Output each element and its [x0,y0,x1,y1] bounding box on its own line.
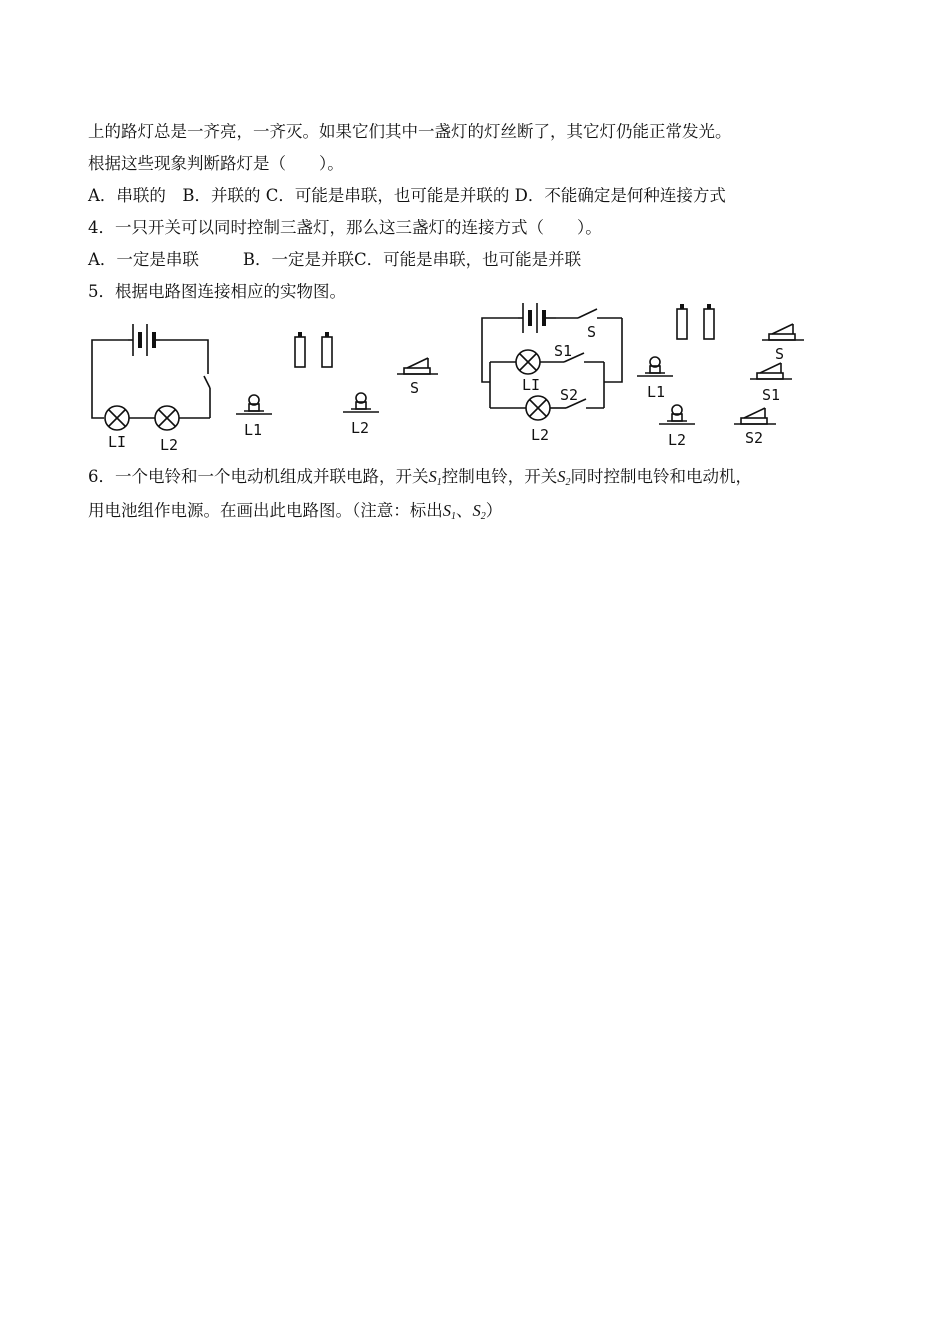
text-line-2: 根据这些现象判断路灯是（ ）。 [88,154,344,173]
component-bulb-l1-2 [637,357,673,401]
label-s: S [587,323,597,341]
q6-text-h: ） [485,501,503,520]
component-switch-s-2 [762,324,804,363]
option-bc: B．一定是并联C．可能是串联，也可能是并联 [242,250,582,269]
lamp-l2-symbol-2 [526,396,550,420]
part-label-s1: S1 [762,386,781,404]
label-l2: L2 [160,436,179,450]
question-5: 5．根据电路图连接相应的实物图。 [88,282,346,301]
q6-text-c: 同时控制电铃和电动机， [570,467,752,486]
q6-s2-sub: 2 [565,477,571,488]
question-4-options [88,249,581,271]
option-a: A．一定是串联 [88,250,199,269]
q6-s1-letter: S [428,467,437,486]
component-bulb-l2-2 [659,405,695,449]
q6-note-s2 [473,501,486,520]
q6-text-d: 用电池组作电源。在画出此电路图。（注意：标出 [88,501,443,520]
component-bulb-l2 [343,393,379,437]
part-label-l1-2: L1 [647,383,666,401]
part-label-l1: L1 [244,421,263,439]
schematic-series-circuit [92,324,210,450]
q6-note-s1 [443,501,456,520]
component-batteries-2 [677,304,714,339]
q6-symbol-s2 [557,467,570,486]
label-l1-2: LI [522,376,541,394]
q6-note-s2-sub: 2 [480,511,486,522]
component-switch-s1 [750,363,792,404]
lamp-l1-symbol [105,406,129,430]
q6-text-b: 控制电铃，开关 [441,467,558,486]
q6-s2-letter: S [557,467,566,486]
switch-s-symbol [578,309,622,318]
part-label-s: S [410,379,420,397]
q6-s1-sub: 1 [436,477,442,488]
circuit-figure [0,300,950,450]
part-label-s-2: S [775,345,785,363]
lamp-l2-symbol [155,406,179,430]
battery-symbol [128,324,160,356]
schematic-parallel-circuit [482,303,622,444]
text-line-1: 上的路灯总是一齐亮，一齐灭。如果它们其中一盏灯的灯丝断了，其它灯仍能正常发光。 [88,122,732,141]
question-4: 4．一只开关可以同时控制三盏灯，那么这三盏灯的连接方式（ ）。 [88,218,602,237]
part-label-l2: L2 [351,419,370,437]
q6-note-s1-sub: 1 [451,511,456,522]
q6-text-a: 6．一个电铃和一个电动机组成并联电路，开关 [88,467,429,486]
part-label-s2: S2 [745,429,764,447]
component-batteries-1 [295,332,332,367]
part-label-l2-2: L2 [668,431,687,449]
component-switch-s2 [734,408,776,447]
label-l1: LI [108,433,127,450]
label-s1: S1 [554,342,573,360]
component-bulb-l1 [236,395,272,439]
switch-symbol [204,376,210,418]
q6-text-f: 、 [456,501,473,520]
q6-note-s1-letter: S [442,501,451,520]
component-switch-s [397,358,438,397]
battery-symbol-2 [518,303,556,333]
label-s2: S2 [560,386,579,404]
question-6-line-2 [88,500,502,528]
q6-note-s2-letter: S [472,501,481,520]
q6-symbol-s1 [429,467,442,486]
question-3-options: A．串联的 B．并联的 C．可能是串联，也可能是并联的 D．不能确定是何种连接方式 [88,186,726,205]
question-6-line-1 [88,466,752,494]
lamp-l1-symbol-2 [516,350,540,374]
label-l2-2: L2 [531,426,550,444]
